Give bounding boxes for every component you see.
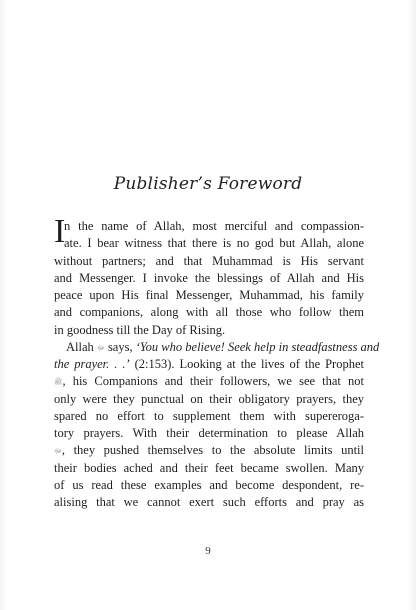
p2-line-1 [54, 339, 380, 356]
p1-line-5: peace upon His final Messenger, Muhammad, his family [54, 288, 364, 302]
p1-line-4: and Messenger. I invoke the blessings of Allah and His [54, 270, 364, 285]
body-text [54, 213, 380, 511]
reference-text: (2:153). Looking at the lives of the Prophet [129, 357, 364, 371]
p2-line-2 [54, 356, 364, 373]
says-text: says, [104, 339, 136, 354]
p2-line-6: tory prayers. With their determination to please Allah [54, 426, 364, 440]
quote-text-2: the prayer. . .’ [54, 357, 130, 371]
p2-line-3-text: , his Companions and their followers, we see that not [62, 374, 364, 389]
p1-line-2: ate. I bear witness that there is no god but Allah, alone [64, 236, 364, 251]
allah-word: Allah [66, 339, 94, 354]
p2-line-3 [54, 373, 364, 390]
p1-line-3: without partners; and that Muhammad is His servant [54, 253, 364, 268]
p1-line-6: and companions, along with all those who follow them [54, 305, 364, 320]
p2-line-8: their bodies ached and their feet became swollen. Many [54, 460, 364, 475]
p2-line-9: of us read these examples and become despondent, re- [54, 477, 364, 492]
honorific-icon-2: ﷻ [54, 447, 62, 456]
p1-line-1: n the name of Allah, most merciful and compassion- [64, 219, 364, 233]
chapter-title: Publisher’s Foreword [113, 174, 303, 194]
p2-line-10: alising that we cannot exert such efforts and pray as [54, 495, 364, 509]
p2-line-4: only were they punctual on their obligatory prayers, they [54, 391, 364, 406]
drop-cap: I [54, 213, 66, 250]
quote-text-1: ‘You who believe! Seek help in steadfastness and [135, 339, 380, 354]
honorific-icon: ﷻ [96, 343, 105, 352]
honorific-prophet-icon: ﷺ [54, 378, 63, 387]
page-number: 9 [205, 545, 211, 557]
p2-line-5: spared no effort to supplement them with supererogа- [54, 408, 364, 423]
p2-line-7 [54, 442, 364, 459]
p2-line-7-text: , they pushed themselves to the absolute limits until [61, 443, 364, 458]
p1-line-7: in goodness till the Day of Rising. [54, 322, 226, 337]
